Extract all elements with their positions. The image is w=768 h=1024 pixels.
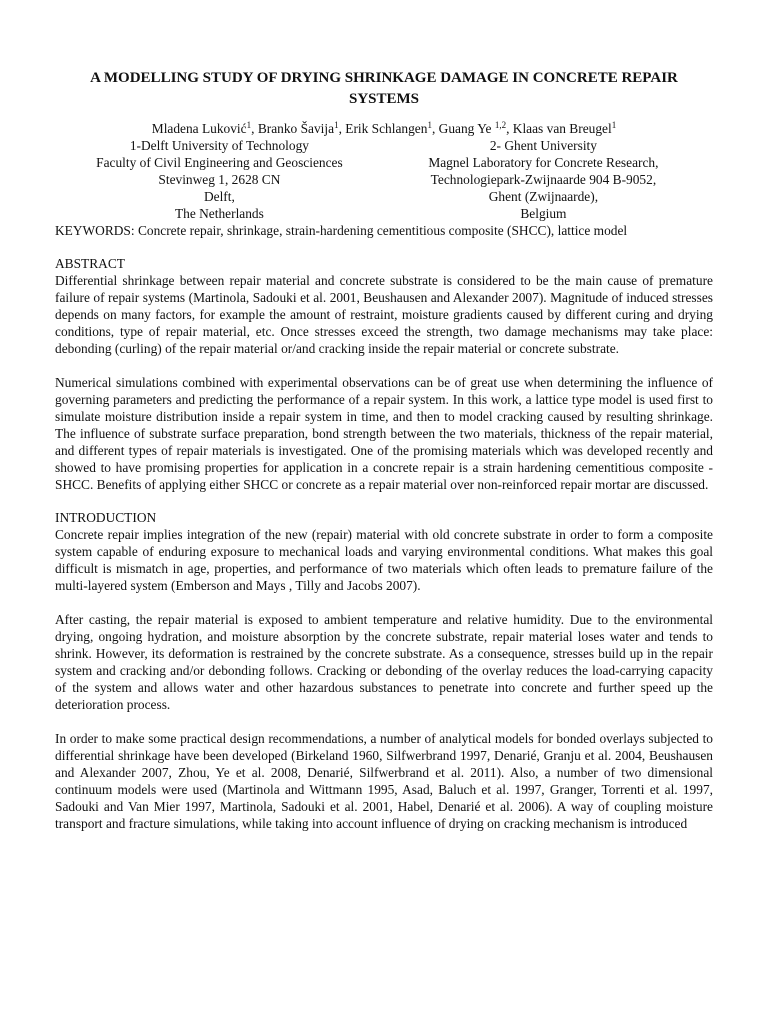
author: Mladena Luković$^1$, [151,120,258,136]
introduction-paragraph: Concrete repair implies integration of the new (repair) material with old concrete substrate in order to form a composite system capable of enduring exposure to mechanical loads and varying environmental conditions. What makes this goal difficult is mismatch in age, properties, and performance of two materials which often leads to premature failure of the multi-layered system (Emberson and Mays , Tilly and Jacobs 2007). [55,527,713,593]
abstract-paragraph: Differential shrinkage between repair material and concrete substrate is considered to be the main cause of premature failure of repair systems (Martinola, Sadouki et al. 2001, Beushausen and Alexander 2007). Magnitude of induced stresses depends on many factors, for example the amount of restraint, moisture gradients caused by different curing and drying conditions, type of repair material, etc. Once stresses exceed the strength, two damage mechanisms may take place: debonding (curling) of the repair material or/and cracking inside the repair material or concrete substrate. [55,273,713,356]
introduction-paragraph: In order to make some practical design recommendations, a number of analytical models for bonded overlays subjected to differential shrinkage have been developed (Birkeland 1960, Silfwerbrand 1997, Denarié, Granju et al. 2004, Beushausen and Alexander 2007, Zhou, Ye et al. 2008, Denarié, Silfwerbrand et al. 2011). Also, a number of two dimensional continuum models were used (Martinola and Wittmann 1995, Asad, Baluch et al. 1997, Granger, Torrenti et al. 1997, Sadouki and Van Mier 1997, Martinola, Sadouki et al. 2001, Habel, Denarié et al. 2006). A way of coupling moisture transport and fracture simulations, while taking into account influence of drying on cracking mechanism is introduced [55,731,713,831]
affiliation-line: 1-Delft University of Technology [129,138,309,153]
affiliation-line: 2- Ghent University [489,138,597,153]
affiliation-line: Technologiepark-Zwijnaarde 904 B-9052, [430,172,657,187]
affiliation-line: Delft, [203,189,235,204]
introduction-heading: INTRODUCTION [55,510,157,525]
author: Branko Šavija$^1$, [257,120,346,136]
affiliation-ghent [384,137,703,222]
affiliation-line: The Netherlands [174,206,264,221]
paper-title: A MODELLING STUDY OF DRYING SHRINKAGE DAMAGE IN CONCRETE REPAIR SYSTEMS [90,70,678,107]
affiliation-line: Stevinweg 1, 2628 CN [158,172,281,187]
abstract-paragraph: Numerical simulations combined with experimental observations can be of great use when determining the influence of governing parameters and predicting the performance of a repair system. In this work, a lattice type model is used first to simulate moisture distribution inside a repair system in time, and then to model cracking caused by resulting shrinkage. The influence of substrate surface preparation, bond strength between the two materials, thickness of the repair material, and different types of repair materials is investigated. One of the promising materials which was developed recently and showed to have promising properties for application in a concrete repair is a strain hardening cementitious composite - SHCC. Benefits of applying either SHCC or concrete as a repair material over non-reinforced repair mortar are discussed. [55,375,713,492]
author: Erik Schlangen$^1$, [345,120,439,136]
author: Guang Ye $^{1,2}$, [438,120,513,136]
affiliation-delft [55,137,384,222]
author-list [55,120,713,137]
affiliation-line: Belgium [520,206,567,221]
affiliation-line: Ghent (Zwijnaarde), [488,189,599,204]
abstract-heading: ABSTRACT [55,256,125,271]
introduction-paragraph: After casting, the repair material is exposed to ambient temperature and relative humidity. Due to the environmental drying, ongoing hydration, and moisture absorption by the concrete substrate, repair material loses water and tends to shrink. However, its deformation is restrained by the concrete substrate. As a consequence, stresses build up in the repair system and cracking and/or debonding follows. Cracking or debonding of the overlay reduces the load-carrying capacity of the system and allows water and other hazardous substances to penetrate into concrete and further speed up the deterioration process. [55,612,713,712]
affiliation-line: Faculty of Civil Engineering and Geosciences [96,155,343,170]
affiliations [55,137,713,222]
keywords: KEYWORDS: Concrete repair, shrinkage, strain-hardening cementitious composite (SHCC), lattice model [55,223,628,238]
author: Klaas van Breugel$^1$ [512,120,617,136]
affiliation-line: Magnel Laboratory for Concrete Research, [428,155,659,170]
